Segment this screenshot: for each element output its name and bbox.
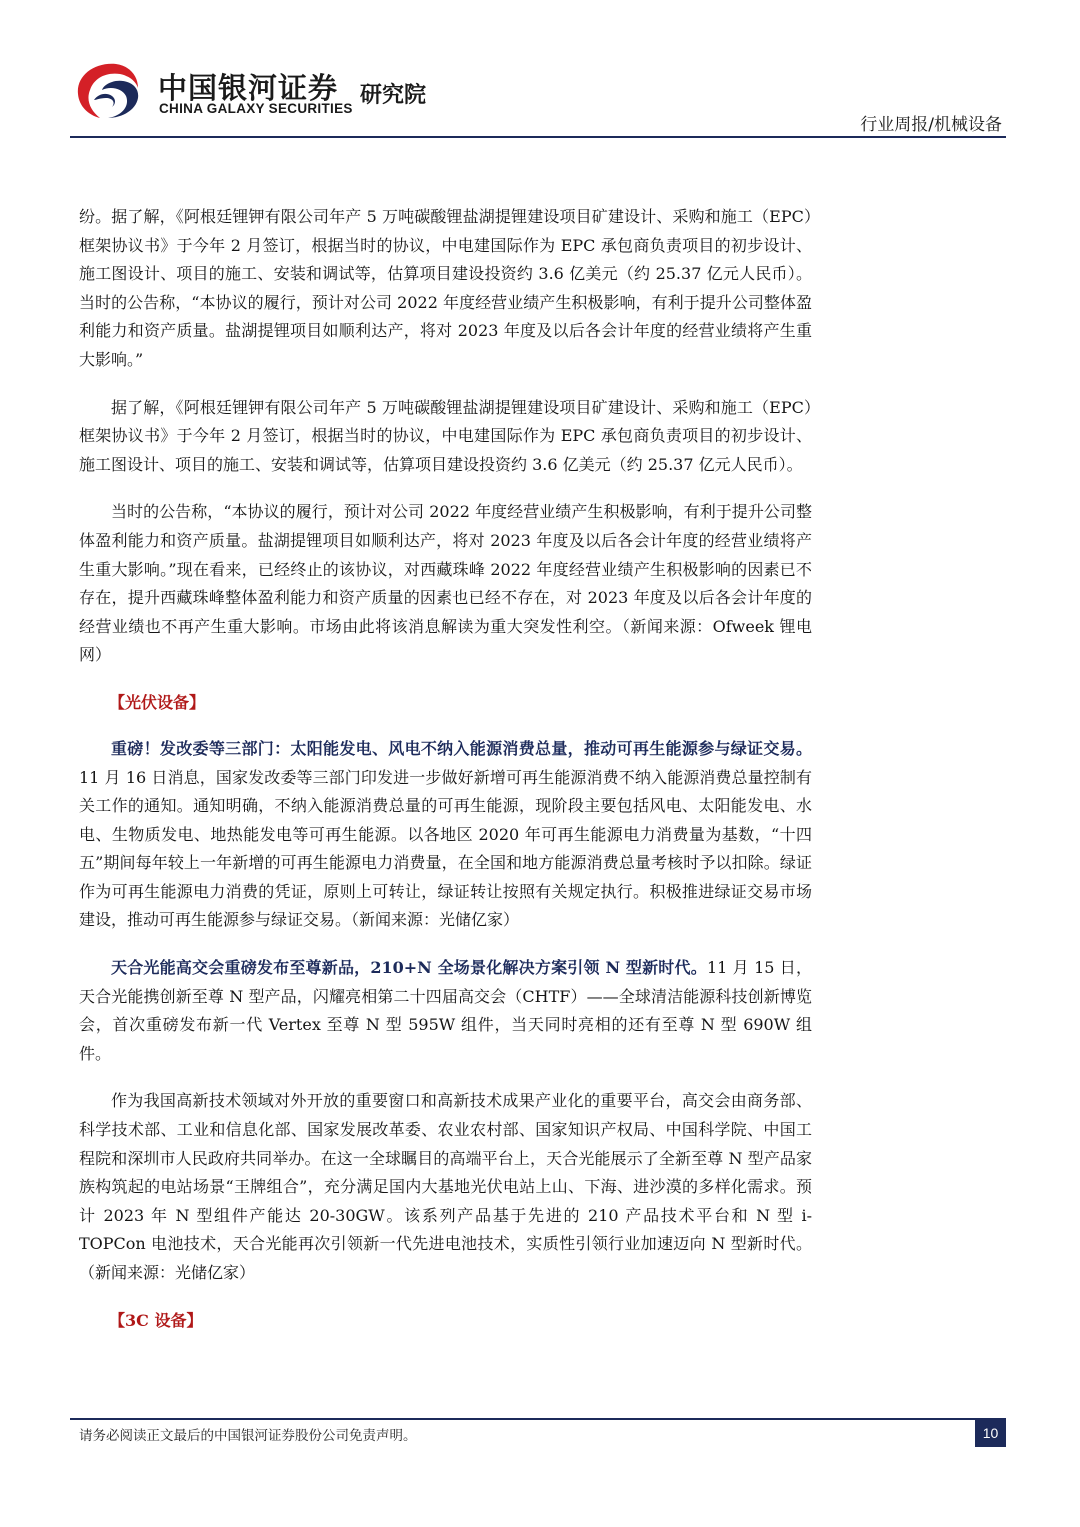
news-item — [79, 735, 812, 935]
paragraph: 据了解，《阿根廷锂钾有限公司年产 5 万吨碳酸锂盐湖提锂建设项目矿建设计、采购和施工（EPC）框架协议书》于今年 2 月签订，根据当时的协议，中电建国际作为 EPC 承包商负责项目的初步设计、施工图设计、项目的施工、安装和调试等，估算项目建设投资约 3.6 亿美元（约 25.37 亿元人民币）。 — [79, 397, 812, 474]
news-headline: 重磅！发改委等三部门：太阳能发电、风电不纳入能源消费总量，推动可再生能源参与绿证交易。 — [111, 738, 812, 758]
news-item — [79, 954, 812, 1068]
article-body — [79, 203, 812, 1353]
header-divider — [70, 136, 1006, 138]
section-heading-3c: 【3C 设备】 — [109, 1310, 203, 1330]
brand-name-en: CHINA GALAXY SECURITIES — [159, 101, 353, 116]
footer-divider — [70, 1418, 1006, 1420]
report-type: 行业周报/机械设备 — [860, 115, 1002, 135]
institute-label: 研究院 — [360, 83, 427, 108]
paragraph: 当时的公告称，“本协议的履行，预计对公司 2022 年度经营业绩产生积极影响，有利于提升公司整体盈利能力和资产质量。盐湖提锂项目如顺利达产，将对 2023 年度及以后各会计年度的经营业绩将产生重大影响。”现在看来，已经终止的该协议，对西藏珠峰 2022 年度经营业绩产生积极影响的因素已不存在，提升西藏珠峰整体盈利能力和资产质量的因素也已经不存在，对 2023 年度及以后各会计年度的经营业绩也不再产生重大影响。市场由此将该消息解读为重大突发性利空。（新闻来源：Ofweek 锂电网） — [79, 502, 812, 665]
disclaimer-note: 请务必阅读正文最后的中国银河证券股份公司免责声明。 — [79, 1428, 417, 1444]
section-heading-pv: 【光伏设备】 — [109, 692, 206, 712]
page-header — [0, 0, 1080, 140]
news-body: 11 月 16 日消息，国家发改委等三部门印发进一步做好新增可再生能源消费不纳入能源消费总量控制有关工作的通知。通知明确，不纳入能源消费总量的可再生能源，现阶段主要包括风电、太阳能发电、水电、生物质发电、地热能发电等可再生能源。以各地区 2020 年可再生能源电力消费量为基数，“十四五”期间每年较上一年新增的可再生能源电力消费量，在全国和地方能源消费总量考核时予以扣除。绿证作为可再生能源电力消费的凭证，原则上可转让，绿证转让按照有关规定执行。积极推进绿证交易市场建设，推动可再生能源参与绿证交易。（新闻来源：光储亿家） — [79, 767, 812, 930]
brand-name-cn: 中国银河证券 — [158, 71, 339, 105]
paragraph: 作为我国高新技术领域对外开放的重要窗口和高新技术成果产业化的重要平台，高交会由商务部、科学技术部、工业和信息化部、国家发展改革委、农业农村部、国家知识产权局、中国科学院、中国工程院和深圳市人民政府共同举办。在这一全球瞩目的高端平台上，天合光能展示了全新至尊 N 型产品家族构筑起的电站场景“王牌组合”，充分满足国内大基地光伏电站上山、下海、进沙漠的多样化需求。预计 2023 年 N 型组件产能达 20-30GW。该系列产品基于先进的 210 产品技术平台和 N 型 i-TOPCon 电池技术，天合光能再次引领新一代先进电池技术，实质性引领行业加速迈向 N 型新时代。（新闻来源：光储亿家） — [79, 1091, 812, 1282]
page-number: 10 — [975, 1419, 1006, 1447]
galaxy-swirl-logo-icon — [72, 60, 144, 122]
news-body: 11 月 15 日，天合光能携创新至尊 N 型产品，闪耀亮相第二十四届高交会（CHTF）——全球清洁能源科技创新博览会，首次重磅发布新一代 Vertex 至尊 N 型 595W 组件，当天同时亮相的还有至尊 N 型 690W 组件。 — [79, 958, 812, 1063]
paragraph: 纷。据了解，《阿根廷锂钾有限公司年产 5 万吨碳酸锂盐湖提锂建设项目矿建设计、采购和施工（EPC）框架协议书》于今年 2 月签订，根据当时的协议，中电建国际作为 EPC 承包商负责项目的初步设计、施工图设计、项目的施工、安装和调试等，估算项目建设投资约 3.6 亿美元（约 25.37 亿元人民币）。当时的公告称，“本协议的履行，预计对公司 2022 年度经营业绩产生积极影响，有利于提升公司整体盈利能力和资产质量。盐湖提锂项目如顺利达产，将对 2023 年度及以后各会计年度的经营业绩将产生重大影响。” — [79, 207, 812, 369]
news-headline: 天合光能高交会重磅发布至尊新品，210+N 全场景化解决方案引领 N 型新时代。 — [111, 958, 707, 978]
